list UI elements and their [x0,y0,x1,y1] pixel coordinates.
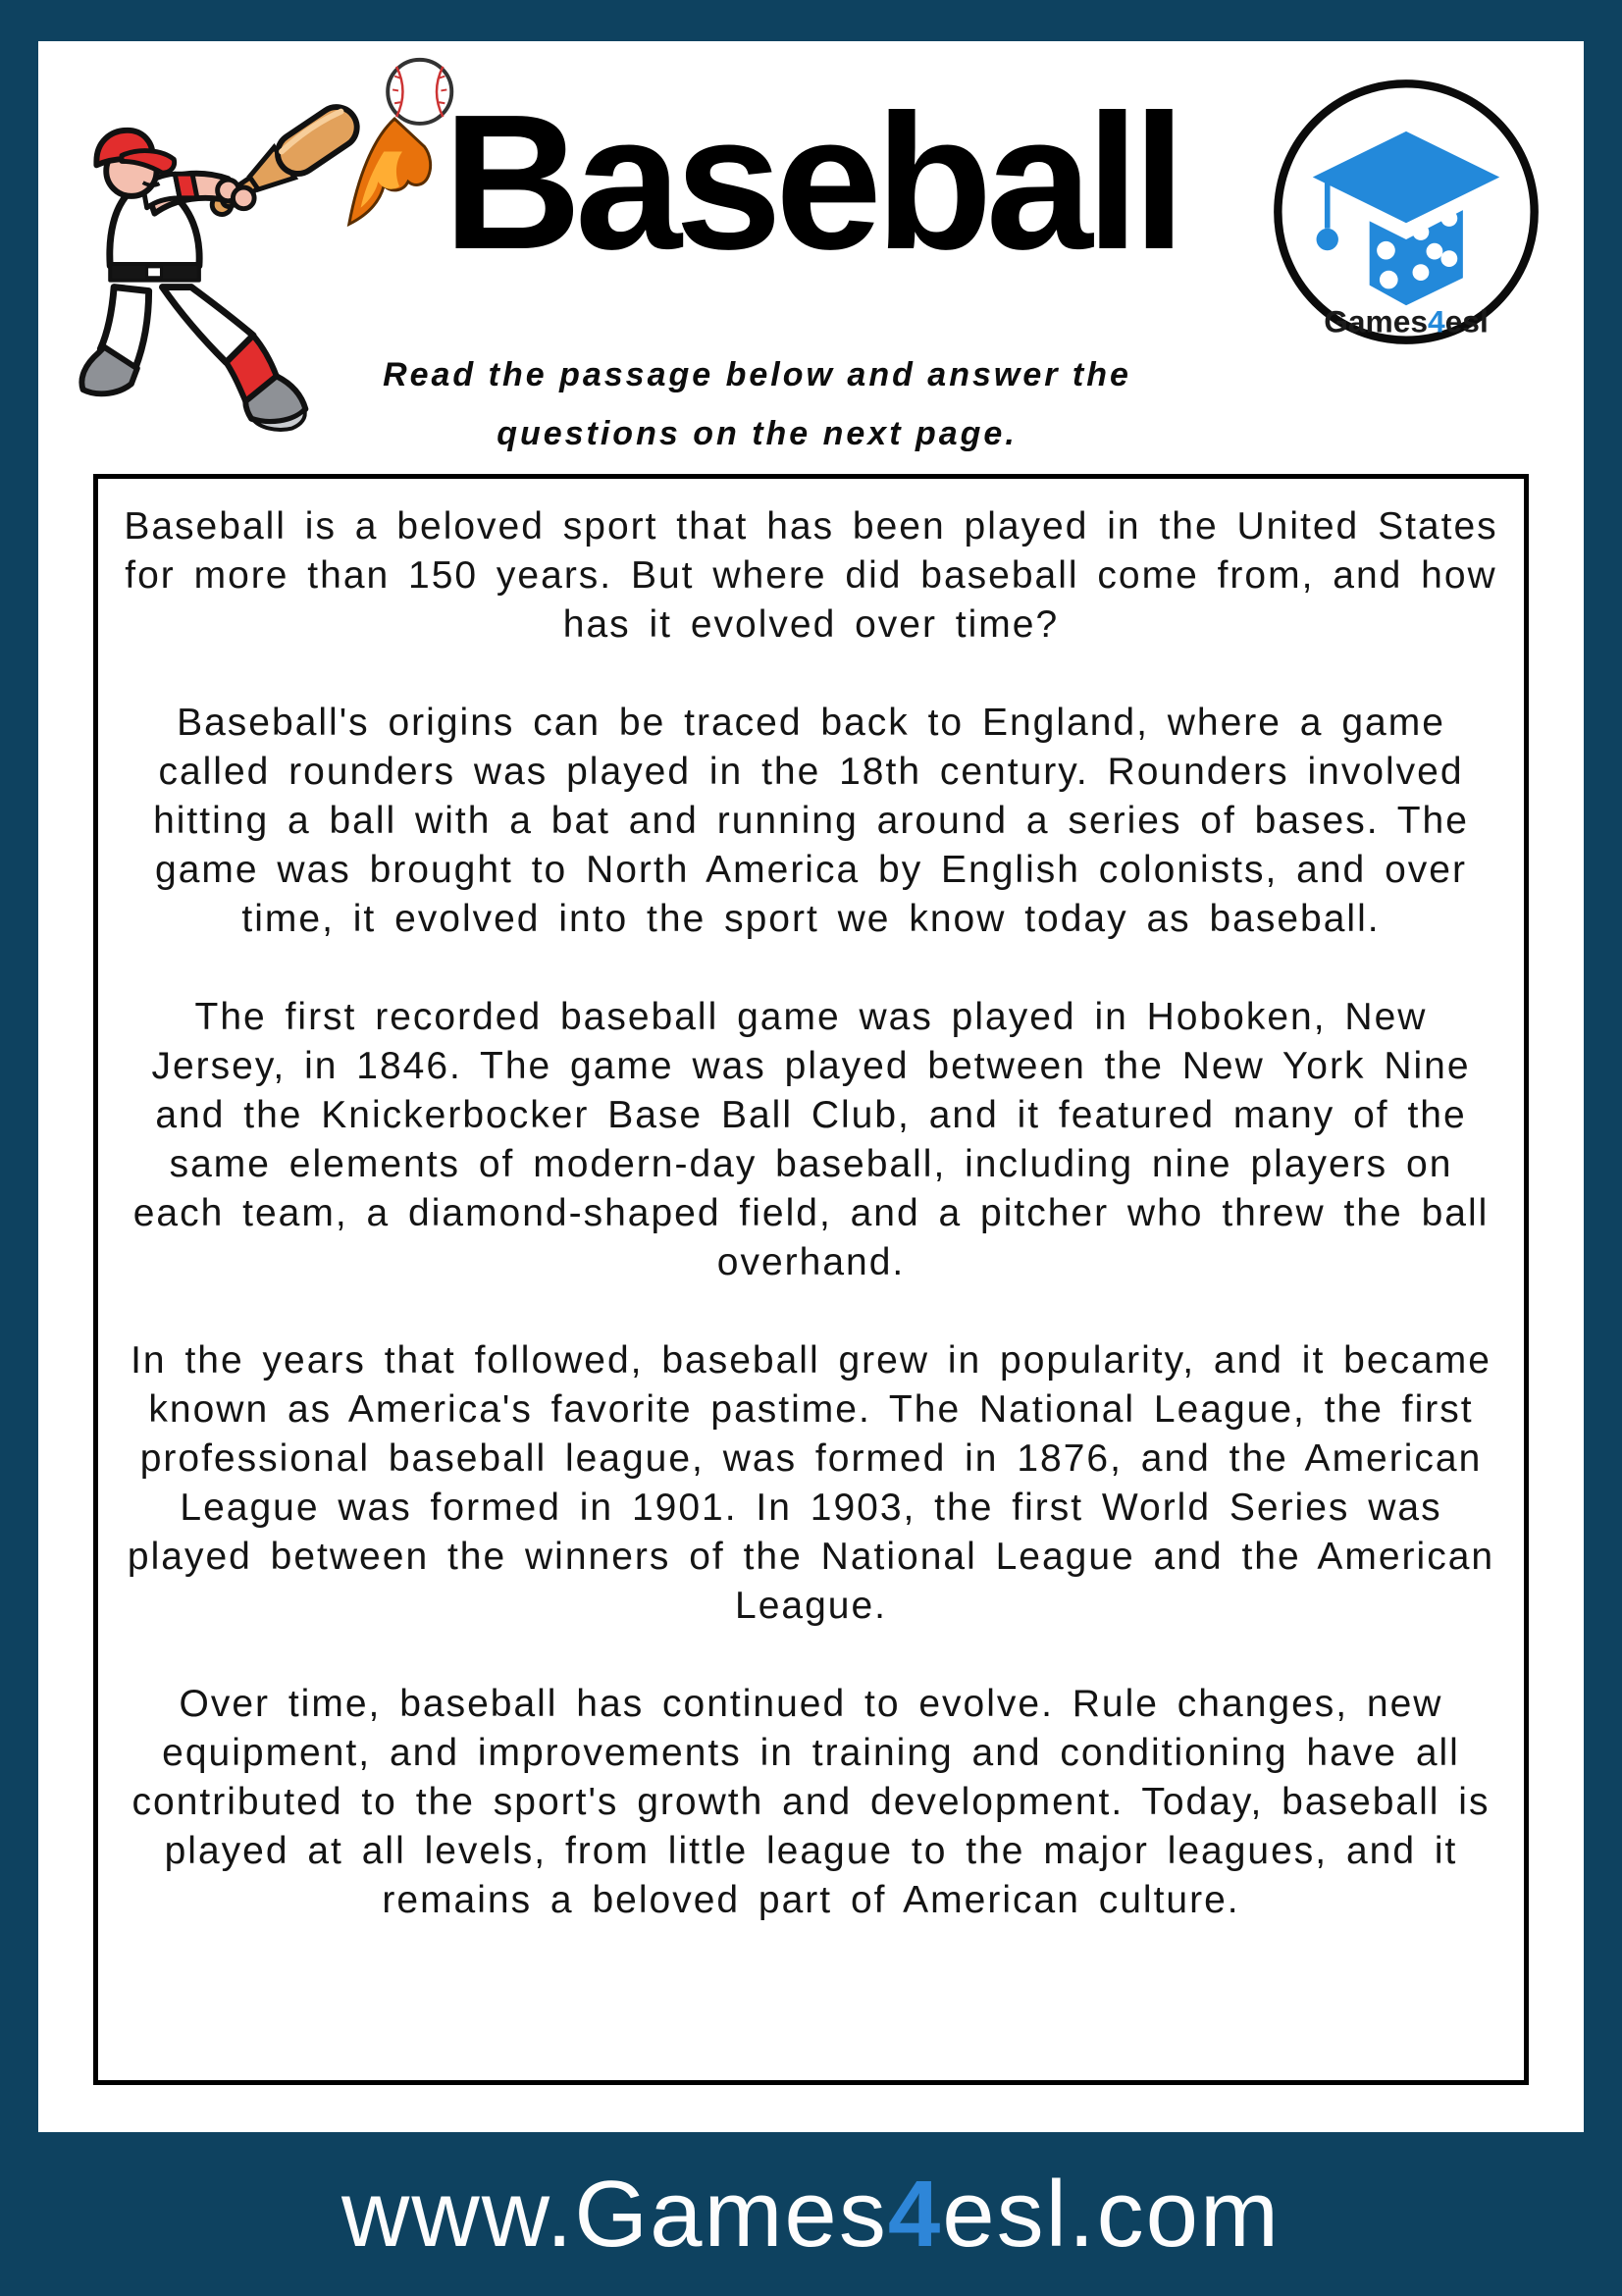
worksheet-page [38,41,1584,2132]
page-title: Baseball [443,75,1179,289]
passage-paragraphs [124,502,1498,1925]
passage-paragraph: Baseball's origins can be traced back to England, where a game called rounders was played in the 18th century. Rounders involved hitting a ball with a bat and running around a series of bases. The game was brought to North America by English colonists, and over time, it evolved into the sport we know today as baseball. [153,702,1469,940]
instruction-text [38,345,1476,463]
instruction-line-1: Read the passage below and answer the [383,356,1131,393]
instruction-line-2: questions on the next page. [497,415,1018,452]
footer-banner [0,2132,1622,2296]
passage-paragraph: Over time, baseball has continued to evolve. Rule changes, new equipment, and improvements in training and conditioning have all contributed to the sport's growth and development. Today, baseball is played at all levels, from little league to the major leagues, and it remains a beloved part of American culture. [131,1683,1491,1921]
header [38,41,1584,474]
passage-paragraph: The first recorded baseball game was played in Hoboken, New Jersey, in 1846. The game was played between the New York Nine and the Knickerbocker Base Ball Club, and it featured many of the same elements of modern-day baseball, including nine players on each team, a diamond-shaped field, and a pitcher who threw the ball overhand. [132,996,1490,1283]
logo-wordmark: Games4esl [1324,303,1489,339]
passage-paragraph: Baseball is a beloved sport that has been played in the United States for more than 150 years. But where did baseball come from, and how has it evolved over time? [124,505,1498,646]
footer-url[interactable]: www.Games4esl.com [341,2161,1281,2267]
passage-paragraph: In the years that followed, baseball grew in popularity, and it became known as America's favorite pastime. The National League, the first professional baseball league, was formed in 1876, and the American League was formed in 1901. In 1903, the first World Series was played between the winners of the National League and the American League. [127,1339,1495,1627]
passage-box [93,474,1529,2085]
footer-url-four: 4 [887,2161,943,2267]
games4esl-logo [1269,75,1544,349]
